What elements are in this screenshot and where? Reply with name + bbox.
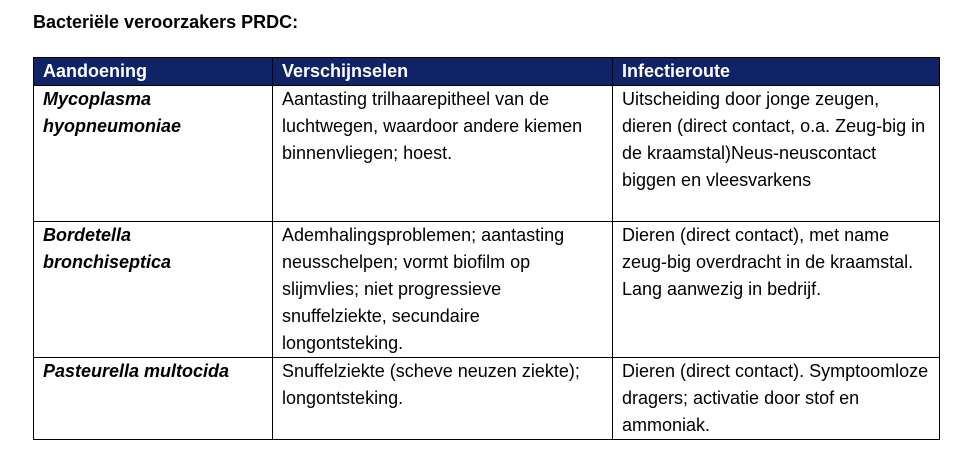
column-header-infectieroute: Infectieroute (613, 58, 940, 86)
table-row (34, 358, 940, 440)
cell-verschijnselen: Aantasting trilhaarepitheel van de luchtwegen, waardoor andere kiemen binnenvliegen; hoest. (273, 86, 613, 222)
cell-verschijnselen: Snuffelziekte (scheve neuzen ziekte); longontsteking. (273, 358, 613, 440)
table-row (34, 222, 940, 358)
cell-aandoening: Mycoplasma hyopneumoniae (34, 86, 273, 222)
cell-aandoening: Bordetella bronchiseptica (34, 222, 273, 358)
column-header-verschijnselen: Verschijnselen (273, 58, 613, 86)
cell-infectieroute: Dieren (direct contact). Symptoomloze dragers; activatie door stof en ammoniak. (613, 358, 940, 440)
table-header-row (34, 58, 940, 86)
cell-infectieroute: Uitscheiding door jonge zeugen, dieren (direct contact, o.a. Zeug-big in de kraamstal)Neus-neuscontact biggen en vleesvarkens (613, 86, 940, 222)
column-header-aandoening: Aandoening (34, 58, 273, 86)
table-row (34, 86, 940, 222)
document-title: Bacteriële veroorzakers PRDC: (33, 12, 299, 32)
cell-aandoening: Pasteurella multocida (34, 358, 273, 440)
prdc-table (33, 57, 940, 440)
cell-infectieroute: Dieren (direct contact), met name zeug-big overdracht in de kraamstal. Lang aanwezig in bedrijf. (613, 222, 940, 358)
cell-verschijnselen: Ademhalingsproblemen; aantasting neusschelpen; vormt biofilm op slijmvlies; niet progressieve snuffelziekte, secundaire longontsteking. (273, 222, 613, 358)
